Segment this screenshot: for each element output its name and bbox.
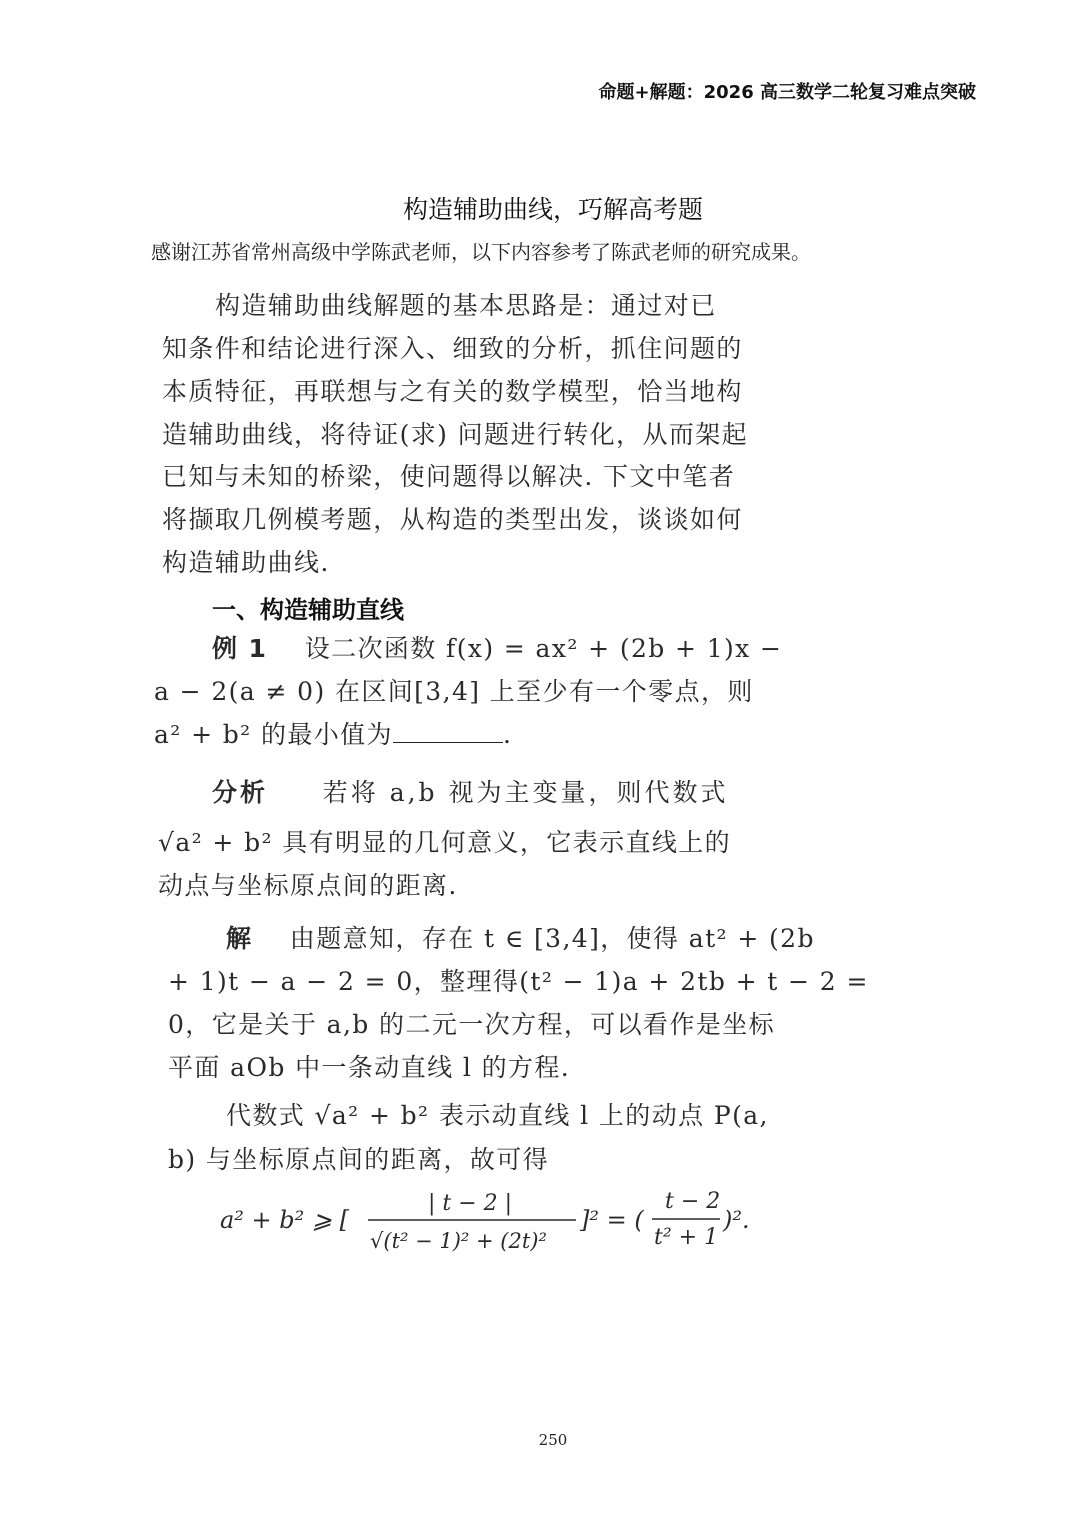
running-header: 命题+解题：2026 高三数学二轮复习难点突破: [598, 82, 976, 103]
example-text-3-end: .: [502, 720, 513, 749]
intro-line-2: 知条件和结论进行深入、细致的分析，抓住问题的: [162, 334, 743, 363]
intro-line-3: 本质特征，再联想与之有关的数学模型，恰当地构: [162, 377, 743, 406]
acknowledgement: 感谢江苏省常州高级中学陈武老师，以下内容参考了陈武老师的研究成果。: [151, 240, 811, 264]
solution-line-2: + 1)t − a − 2 = 0，整理得(t² − 1)a + 2tb + t − 2 =: [168, 967, 869, 996]
intro-line-7: 构造辅助曲线.: [162, 548, 330, 577]
analysis-line-3: 动点与坐标原点间的距离.: [158, 871, 458, 900]
intro-line-6: 将撷取几例模考题，从构造的类型出发，谈谈如何: [162, 505, 743, 534]
formula-end: )².: [723, 1206, 750, 1234]
solution-line-6: b) 与坐标原点间的距离，故可得: [168, 1145, 550, 1174]
example-1-line-3: [154, 714, 512, 756]
page-number: 250: [538, 1431, 568, 1449]
solution-line-1: [226, 918, 815, 960]
distance-formula: [220, 1180, 780, 1260]
solution-text-1: 由题意知，存在 t ∈ [3,4]，使得 at² + (2b: [289, 924, 815, 953]
intro-line-4: 造辅助曲线，将待证(求) 问题进行转化，从而架起: [162, 420, 749, 449]
formula-num-2: t − 2: [665, 1189, 721, 1214]
answer-blank: [393, 741, 503, 743]
example-label: 例 1: [212, 634, 268, 663]
example-1-line-2: a − 2(a ≠ 0) 在区间[3,4] 上至少有一个零点，则: [154, 677, 754, 706]
formula-lhs: a² + b² ⩾ [: [220, 1206, 350, 1234]
analysis-label: 分析: [212, 778, 269, 807]
example-text-1: 设二次函数 f(x) = ax² + (2b + 1)x −: [304, 634, 783, 663]
example-text-3: a² + b² 的最小值为: [154, 720, 393, 749]
analysis-line-1: [212, 772, 729, 814]
solution-line-5: 代数式 √a² + b² 表示动直线 l 上的动点 P(a,: [226, 1101, 769, 1130]
formula-num-1: | t − 2 |: [428, 1191, 513, 1216]
analysis-line-2: √a² + b² 具有明显的几何意义，它表示直线上的: [158, 828, 732, 857]
solution-label: 解: [226, 924, 253, 953]
solution-line-4: 平面 aOb 中一条动直线 l 的方程.: [168, 1053, 571, 1082]
solution-line-3: 0，它是关于 a,b 的二元一次方程，可以看作是坐标: [168, 1010, 776, 1039]
example-1-line-1: [212, 628, 782, 670]
formula-den-2: t² + 1: [654, 1225, 719, 1250]
section-heading-1: 一、构造辅助直线: [212, 596, 404, 624]
analysis-text-1: 若将 a,b 视为主变量，则代数式: [322, 778, 729, 807]
intro-line-1: 构造辅助曲线解题的基本思路是：通过对已: [215, 291, 717, 320]
formula-mid: ]² = (: [580, 1206, 644, 1234]
intro-line-5: 已知与未知的桥梁，使问题得以解决. 下文中笔者: [162, 462, 736, 491]
formula-den-1: √(t² − 1)² + (2t)²: [370, 1229, 547, 1253]
article-title: 构造辅助曲线，巧解高考题: [402, 195, 703, 224]
